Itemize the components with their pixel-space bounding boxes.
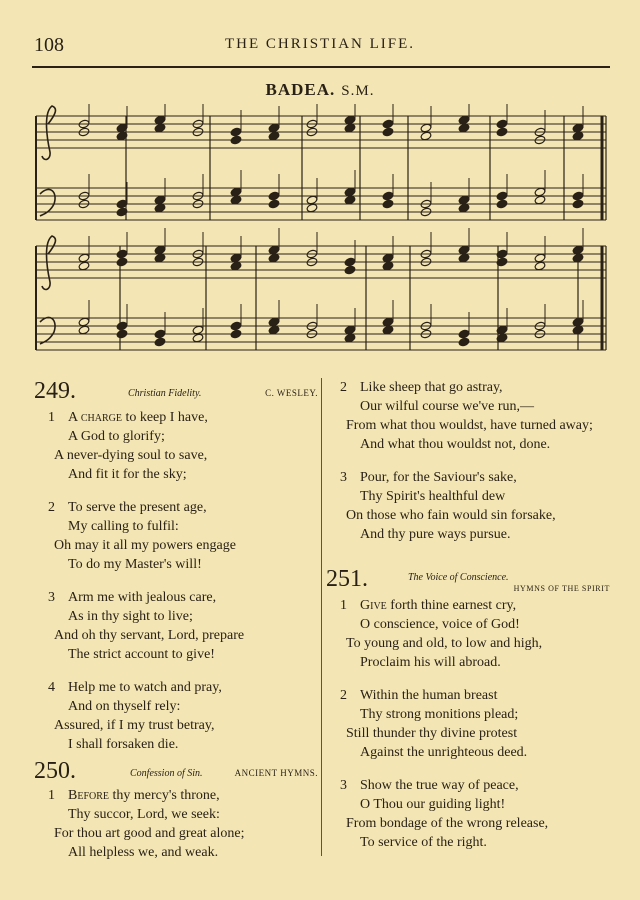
note-head (116, 257, 128, 267)
treble-clef-2 (42, 236, 55, 289)
stanza-line: And fit it for the sky; (68, 467, 187, 482)
note-head (116, 329, 128, 339)
note-head (496, 191, 508, 201)
stanza-line: The strict account to give! (68, 647, 215, 662)
stanza (34, 588, 318, 664)
note-head (268, 253, 280, 263)
hymn-number: 251. (326, 566, 368, 592)
stanza-line-text: Pour, for the Saviour's sake, (360, 470, 517, 485)
note-head (534, 195, 546, 205)
stanza-line: Assured, if I my trust betray, (54, 718, 215, 733)
tune-title (0, 80, 640, 100)
stanza-line: As in thy sight to live; (68, 609, 193, 624)
note-head (382, 191, 394, 201)
note-head (78, 317, 90, 327)
stanza-line (326, 596, 610, 615)
note-head (154, 123, 166, 133)
note-head (458, 329, 470, 339)
note-head (534, 253, 546, 263)
stanza-line: Thy strong monitions plead; (360, 707, 519, 722)
stanza-line-text: forth thine earnest cry, (386, 598, 517, 613)
bass-clef-2 (40, 317, 55, 344)
stanza (326, 468, 616, 544)
note-head (344, 333, 356, 343)
note-head (572, 199, 584, 209)
note-head (230, 261, 242, 271)
stanza-line: For thou art good and great alone; (54, 826, 245, 841)
stanza-line: All helpless we, and weak. (68, 845, 219, 860)
stanza-line (34, 678, 318, 697)
note-head (268, 131, 280, 141)
stanza-lead: Give (360, 598, 387, 613)
note-head (78, 253, 90, 263)
note-head (154, 245, 166, 255)
stanza-line: And what thou wouldst not, done. (360, 437, 551, 452)
note-head (420, 131, 432, 141)
stanza-line: O conscience, voice of God! (360, 617, 520, 632)
stanza-line-text: To serve the present age, (68, 500, 207, 515)
note-head (458, 337, 470, 347)
note-head (268, 123, 280, 133)
hymn-stanzas (34, 408, 318, 754)
hymn-250-continued (326, 378, 616, 558)
stanza-number: 1 (340, 598, 347, 613)
note-head (572, 253, 584, 263)
note-head (382, 127, 394, 137)
hymn-249 (34, 378, 318, 768)
note-head (496, 119, 508, 129)
note-head (572, 123, 584, 133)
stanza (326, 596, 610, 672)
stanza-line: I shall forsaken die. (68, 737, 179, 752)
stanza (326, 776, 610, 852)
stanza-number: 2 (340, 380, 347, 395)
stanza-line: My calling to fulfil: (68, 519, 179, 534)
stanza-lead: Before (68, 788, 110, 803)
stanza (34, 498, 318, 574)
stanza-line: Still thunder thy divine protest (346, 726, 518, 741)
stanza-line-text: Help me to watch and pray, (68, 680, 222, 695)
note-head (154, 337, 166, 347)
note-head (116, 249, 128, 259)
note-head (382, 253, 394, 263)
stanza-line (326, 468, 616, 487)
stanza (34, 786, 318, 862)
stanza-line: And on thyself rely: (68, 699, 181, 714)
stanza-line (34, 408, 318, 427)
note-head (230, 321, 242, 331)
stanza-number: 4 (48, 680, 55, 695)
stanza (326, 378, 616, 454)
stanza-number: 2 (48, 500, 55, 515)
stanza (326, 686, 610, 762)
stanza-line: Our wilful course we've run,— (360, 399, 534, 414)
hymn-subject: The Voice of Conscience. (408, 572, 509, 583)
stanza-line (34, 786, 318, 805)
stanza-line: To do my Master's will! (68, 557, 202, 572)
header-rule (32, 66, 610, 68)
stanza-line (326, 686, 610, 705)
stanza-line-text: Like sheep that go astray, (360, 380, 503, 395)
note-head (382, 317, 394, 327)
hymn-stanzas (326, 596, 610, 852)
note-head (572, 317, 584, 327)
column-divider (321, 378, 322, 856)
stanza-number: 2 (340, 688, 347, 703)
hymn-subject: Christian Fidelity. (128, 388, 202, 399)
note-head (154, 115, 166, 125)
note-head (230, 127, 242, 137)
stanza-line (34, 588, 318, 607)
note-head (572, 131, 584, 141)
note-head (154, 203, 166, 213)
note-head (382, 261, 394, 271)
note-head (268, 325, 280, 335)
tune-meter: S.M. (341, 83, 375, 99)
note-head (268, 191, 280, 201)
stanza-line: A God to glorify; (68, 429, 165, 444)
running-head: THE CHRISTIAN LIFE. (224, 36, 416, 52)
note-head (572, 191, 584, 201)
note-head (344, 187, 356, 197)
tune-name: BADEA. (265, 80, 336, 99)
stanza-line: From bondage of the wrong release, (346, 816, 549, 831)
hymn-author: ANCIENT HYMNS. (234, 768, 318, 778)
stanza-number: 3 (340, 778, 347, 793)
note-head (78, 261, 90, 271)
stanza-line: O Thou our guiding light! (360, 797, 506, 812)
note-head (458, 123, 470, 133)
note-head (496, 127, 508, 137)
hymn-251 (326, 566, 610, 866)
note-head (344, 123, 356, 133)
clefs (40, 106, 55, 344)
hymn-author: C. WESLEY. (265, 388, 318, 398)
stanza-line: Proclaim his will abroad. (360, 655, 501, 670)
hymn-stanzas (326, 378, 616, 544)
stanza-line: To young and old, to low and high, (346, 636, 543, 651)
note-head (306, 203, 318, 213)
note-head (268, 317, 280, 327)
stanza-lead: A charge (68, 410, 122, 425)
note-head (458, 253, 470, 263)
stanza-number: 1 (48, 410, 55, 425)
note-head (230, 187, 242, 197)
barlines (36, 116, 606, 350)
hymn-number: 249. (34, 378, 76, 404)
stanza-line-text: thy mercy's throne, (109, 788, 220, 803)
stanza-line: To service of the right. (360, 835, 487, 850)
stanza-number: 1 (48, 788, 55, 803)
note-head (458, 195, 470, 205)
stanza-line-text: Show the true way of peace, (360, 778, 519, 793)
stanza-line: On those who fain would sin forsake, (346, 508, 556, 523)
note-head (154, 329, 166, 339)
note-head (230, 253, 242, 263)
page-number: 108 (34, 34, 64, 56)
hymn-subject: Confession of Sin. (130, 768, 203, 779)
stanza-line-text: Arm me with jealous care, (68, 590, 217, 605)
note-head (230, 195, 242, 205)
staff-lines (36, 116, 606, 350)
note-head (382, 325, 394, 335)
stanza-line (326, 776, 610, 795)
note-head (192, 333, 204, 343)
music-score (30, 104, 610, 358)
note-head (572, 325, 584, 335)
hymn-250 (34, 758, 318, 876)
hymn-author: HYMNS OF THE SPIRIT (513, 584, 610, 593)
stanza-line: And oh thy servant, Lord, prepare (54, 628, 245, 643)
stanza-line-text: to keep I have, (121, 410, 208, 425)
note-head (344, 195, 356, 205)
note-head (230, 329, 242, 339)
note-head (420, 123, 432, 133)
note-head (458, 203, 470, 213)
note-head (268, 245, 280, 255)
stanza-line: Against the unrighteous deed. (360, 745, 528, 760)
note-head (230, 135, 242, 145)
stanza-number: 3 (48, 590, 55, 605)
note-head (344, 325, 356, 335)
stanza-line: Thy Spirit's healthful dew (360, 489, 506, 504)
note-head (534, 261, 546, 271)
stanza-line-text: Within the human breast (360, 688, 498, 703)
note-head (496, 199, 508, 209)
stanza-line (34, 498, 318, 517)
note-head (534, 187, 546, 197)
stanza-line: Thy succor, Lord, we seek: (68, 807, 220, 822)
note-head (306, 195, 318, 205)
note-head (458, 245, 470, 255)
stanza-line: From what thou wouldst, have turned away; (346, 418, 593, 433)
treble-clef-1 (42, 106, 55, 159)
hymn-number: 250. (34, 758, 76, 784)
stanza-line: A never-dying soul to save, (54, 448, 208, 463)
hymn-stanzas (34, 786, 318, 862)
note-head (344, 265, 356, 275)
note-head (192, 325, 204, 335)
stanza-line: Oh may it all my powers engage (54, 538, 236, 553)
stanza-line: And thy pure ways pursue. (360, 527, 511, 542)
stanza (34, 408, 318, 484)
note-head (572, 245, 584, 255)
note-head (268, 199, 280, 209)
stanza-line (326, 378, 616, 397)
note-head (344, 257, 356, 267)
note-head (344, 115, 356, 125)
note-head (382, 199, 394, 209)
note-head (78, 325, 90, 335)
note-head (154, 253, 166, 263)
note-head (116, 321, 128, 331)
stanza-number: 3 (340, 470, 347, 485)
note-head (382, 119, 394, 129)
note-head (154, 195, 166, 205)
note-head (458, 115, 470, 125)
stanza (34, 678, 318, 754)
